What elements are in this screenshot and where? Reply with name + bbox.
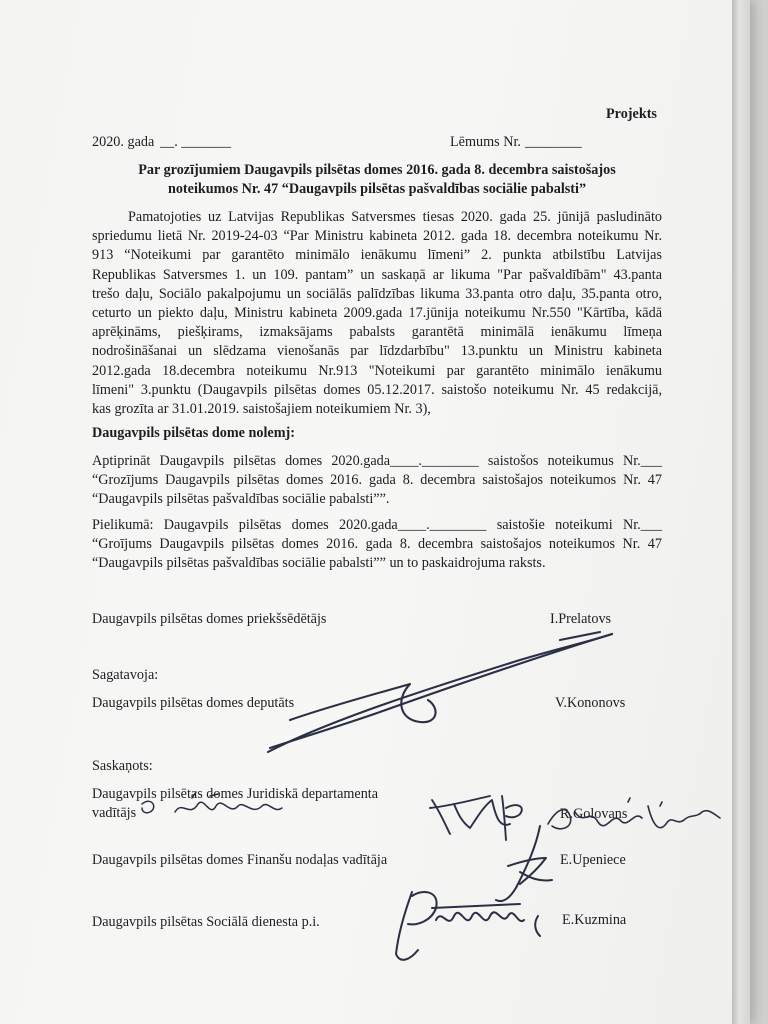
deputy-name: V.Kononovs (555, 695, 626, 711)
decision-label: Lēmums Nr. (450, 134, 521, 150)
preamble-line: 2012.gada 18.decembra noteikumu Nr.913 "Noteikumi par garantēto minimālo ienākumu (92, 362, 662, 379)
annex-line: Pielikumā: Daugavpils pilsētas domes 2020.gada____.________ saistošie noteikumi Nr.___ (92, 517, 662, 533)
legal-role-line-1: Daugavpils pilsētas domes Juridiskā departamenta (92, 786, 379, 802)
decision-blank: ________ (525, 134, 582, 150)
chair-name: I.Prelatovs (550, 611, 612, 627)
social-name: E.Kuzmina (562, 912, 627, 928)
decides-heading: Daugavpils pilsētas dome nolemj: (92, 425, 295, 441)
approve-line: “Daugavpils pilsētas pašvaldības sociālie pabalsti””. (92, 491, 390, 508)
signature-legal (430, 796, 522, 840)
preamble-line: Republikas Satversmes 1. un 109. pantam” un saskaņā ar likuma "Par pašvaldībām" 43.panta (92, 266, 662, 283)
title-line-2: noteikumos Nr. 47 “Daugavpils pilsētas pašvaldības sociālie pabalsti” (167, 181, 587, 197)
annex-line: “Daugavpils pilsētas pašvaldības sociālie pabalsti”” un to paskaidrojuma raksts. (92, 555, 546, 572)
deputy-role: Daugavpils pilsētas domes deputāts (92, 695, 295, 711)
chair-role: Daugavpils pilsētas domes priekšsēdētājs (92, 611, 327, 627)
signature-finance (496, 826, 552, 901)
preamble-line: spriedumu lietā Nr. 2019-24-03 “Par Ministru kabineta 2012. gada 18. decembra noteikumu Nr. (92, 228, 662, 245)
signature-kononovs (268, 632, 612, 752)
preamble-line: kas grozīta ar 31.01.2019. saistošajiem noteikumiem Nr. 3), (92, 401, 431, 418)
finance-role: Daugavpils pilsētas domes Finanšu nodaļas vadītāja (92, 852, 388, 868)
preamble-line: aprēķināms, piešķirams, izmaksājams pabalsts garantētā minimālā ienākumu līmeņa (92, 324, 662, 341)
preamble-line: nodrošināšanai un slēdzama vienošanās par līdzdarbību" 13.punktu un Ministru kabineta (92, 343, 662, 360)
legal-name: R.Golovans (560, 806, 628, 822)
date-blank: __. _______ (160, 134, 231, 150)
page-edge-shadow (732, 0, 750, 1024)
approve-paragraph (92, 452, 662, 510)
date-label: 2020. gada (92, 134, 155, 150)
annex-line: “Groījums Daugavpils pilsētas domes 2016. gada 8. decembra saistošajos noteikumos Nr. 47 (92, 536, 662, 553)
preamble-line: līmeni" 3.punktu (Daugavpils pilsētas domes 05.12.2017. saistošo noteikumu Nr. 45 redakcijā, (92, 381, 662, 398)
signature-social (396, 892, 540, 960)
projekts-label: Projekts (606, 106, 657, 122)
preamble-line: Pamatojoties uz Latvijas Republikas Satversmes tiesas 2020. gada 25. jūnijā pasludināto (128, 209, 662, 225)
social-role: Daugavpils pilsētas Sociālā dienesta p.i. (92, 914, 320, 930)
title-line-1: Par grozījumiem Daugavpils pilsētas domes 2016. gada 8. decembra saistošajos (138, 162, 616, 178)
preamble-line: 913 “Noteikumi par garantēto minimālo ienākumu līmeni” 2. punkta atbilstību Latvijas (92, 247, 662, 264)
preamble-line: trešo daļu, Sociālo pakalpojumu un sociālās palīdzības likuma 33.panta otro daļu, 35.panta otro, (92, 285, 662, 302)
preamble-line: ceturto un piekto daļu, Ministru kabineta 2009.gada 17.jūnija noteikumu Nr.550 "Kārtība, kādā (92, 305, 662, 322)
approve-line: “Grozījums Daugavpils pilsētas domes 2016. gada 8. decembra saistošajos noteikumos Nr. 47 (92, 472, 662, 489)
annex-paragraph (92, 516, 662, 574)
agreed-label: Saskaņots: (92, 758, 153, 774)
finance-name: E.Upeniece (560, 852, 626, 868)
approve-line: Aptiprināt Daugavpils pilsētas domes 2020.gada____.________ saistošos noteikumus Nr.___ (92, 453, 662, 469)
legal-role-line-2: vadītājs (92, 805, 137, 821)
prepared-label: Sagatavoja: (92, 667, 159, 683)
preamble-paragraph (92, 208, 662, 419)
